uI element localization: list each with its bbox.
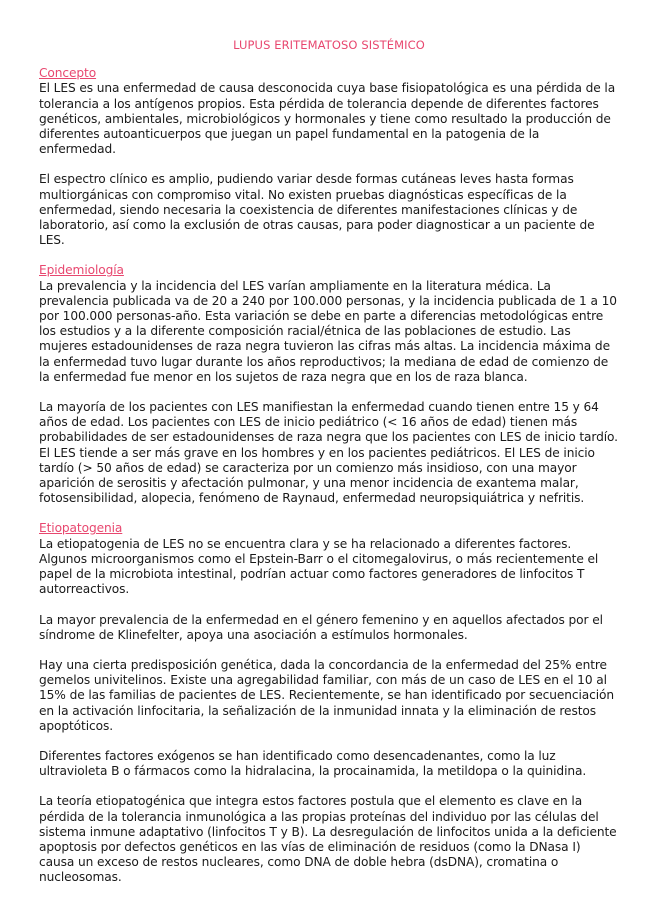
- paragraph: La prevalencia y la incidencia del LES varían ampliamente en la literatura médica. La prevalencia publicada va de 20 a 240 por 100.000 personas, y la incidencia publicada de 1 a 10 por 100.000 personas-año. Esta variación se debe en parte a diferencias metodológicas entre los estudios y a la diferente composición racial/étnica de las poblaciones de estudio. Las mujeres estadounidenses de raza negra tuvieron las cifras más altas. La incidencia máxima de la enfermedad tuvo lugar durante los años reproductivos; la mediana de edad de comienzo de la enfermedad fue menor en los sujetos de raza negra que en los de raza blanca.: [39, 278, 617, 384]
- paragraph: El LES es una enfermedad de causa desconocida cuya base fisiopatológica es una pérdida de la tolerancia a los antígenos propios. Esta pérdida de tolerancia depende de diferentes factores genéticos, ambientales, microbiológicos y hormonales y tiene como resultado la producción de diferentes autoanticuerpos que juegan un papel fundamental en la patogenia de la enfermedad.: [39, 81, 616, 157]
- section-etiopatogenia: [39, 521, 619, 885]
- paragraph: Diferentes factores exógenos se han identificado como desencadenantes, como la luz ultravioleta B o fármacos como la hidralacina, la procainamida, la metildopa o la quinidina.: [39, 748, 587, 779]
- page-title: LUPUS ERITEMATOSO SISTÉMICO: [233, 38, 425, 52]
- paragraph: La mayor prevalencia de la enfermedad en el género femenino y en aquellos afectados por el síndrome de Klinefelter, apoya una asociación a estímulos hormonales.: [39, 612, 603, 642]
- document-page: [39, 38, 619, 901]
- paragraph: La mayoría de los pacientes con LES manifiestan la enfermedad cuando tienen entre 15 y 64 años de edad. Los pacientes con LES de inicio pediátrico (< 16 años de edad) tienen más probabilidades de ser estadounidenses de raza negra que los pacientes con LES de inicio tardío. El LES tiende a ser más grave en los hombres y en los pacientes pediátricos. El LES de inicio tardío (> 50 años de edad) se caracteriza por un comienzo más insidioso, con una mayor aparición de serositis y afectación pulmonar, y una menor incidencia de exantema malar, fotosensibilidad, alopecia, fenómeno de Raynaud, enfermedad neuropsiquiátrica y nefritis.: [39, 400, 618, 506]
- paragraph: El espectro clínico es amplio, pudiendo variar desde formas cutáneas leves hasta formas multiorgánicas con compromiso vital. No existen pruebas diagnósticas específicas de la enfermedad, siendo necesaria la coexistencia de diferentes manifestaciones clínicas y de laboratorio, así como la exclusión de otras causas, para poder diagnosticar a un paciente de LES.: [39, 172, 595, 248]
- section-concepto: [39, 66, 619, 248]
- section-heading: Epidemiología: [39, 263, 124, 278]
- section-heading: Etiopatogenia: [39, 521, 123, 536]
- paragraph: Hay una cierta predisposición genética, dada la concordancia de la enfermedad del 25% entre gemelos univitelinos. Existe una agregabilidad familiar, con más de un caso de LES en el 10 al 15% de las familias de pacientes de LES. Recientemente, se han identificado por secuenciación en la activación linfocitaria, la señalización de la inmunidad innata y la eliminación de restos apoptóticos.: [39, 657, 614, 733]
- paragraph: La etiopatogenia de LES no se encuentra clara y se ha relacionado a diferentes factores. Algunos microorganismos como el Epstein-Barr o el citomegalovirus, o más recientemente el papel de la microbiota intestinal, podrían actuar como factores generadores de linfocitos T autorreactivos.: [39, 536, 599, 597]
- section-epidemiologia: [39, 263, 619, 506]
- paragraph: La teoría etiopatogénica que integra estos factores postula que el elemento es clave en la pérdida de la tolerancia inmunológica a las propias proteínas del individuo por las células del sistema inmune adaptativo (linfocitos T y B). La desregulación de linfocitos unida a la deficiente apoptosis por defectos genéticos en las vías de eliminación de residuos (como la DNasa I) causa un exceso de restos nucleares, como DNA de doble hebra (dsDNA), cromatina o nucleosomas.: [39, 794, 617, 885]
- section-heading: Concepto: [39, 66, 97, 81]
